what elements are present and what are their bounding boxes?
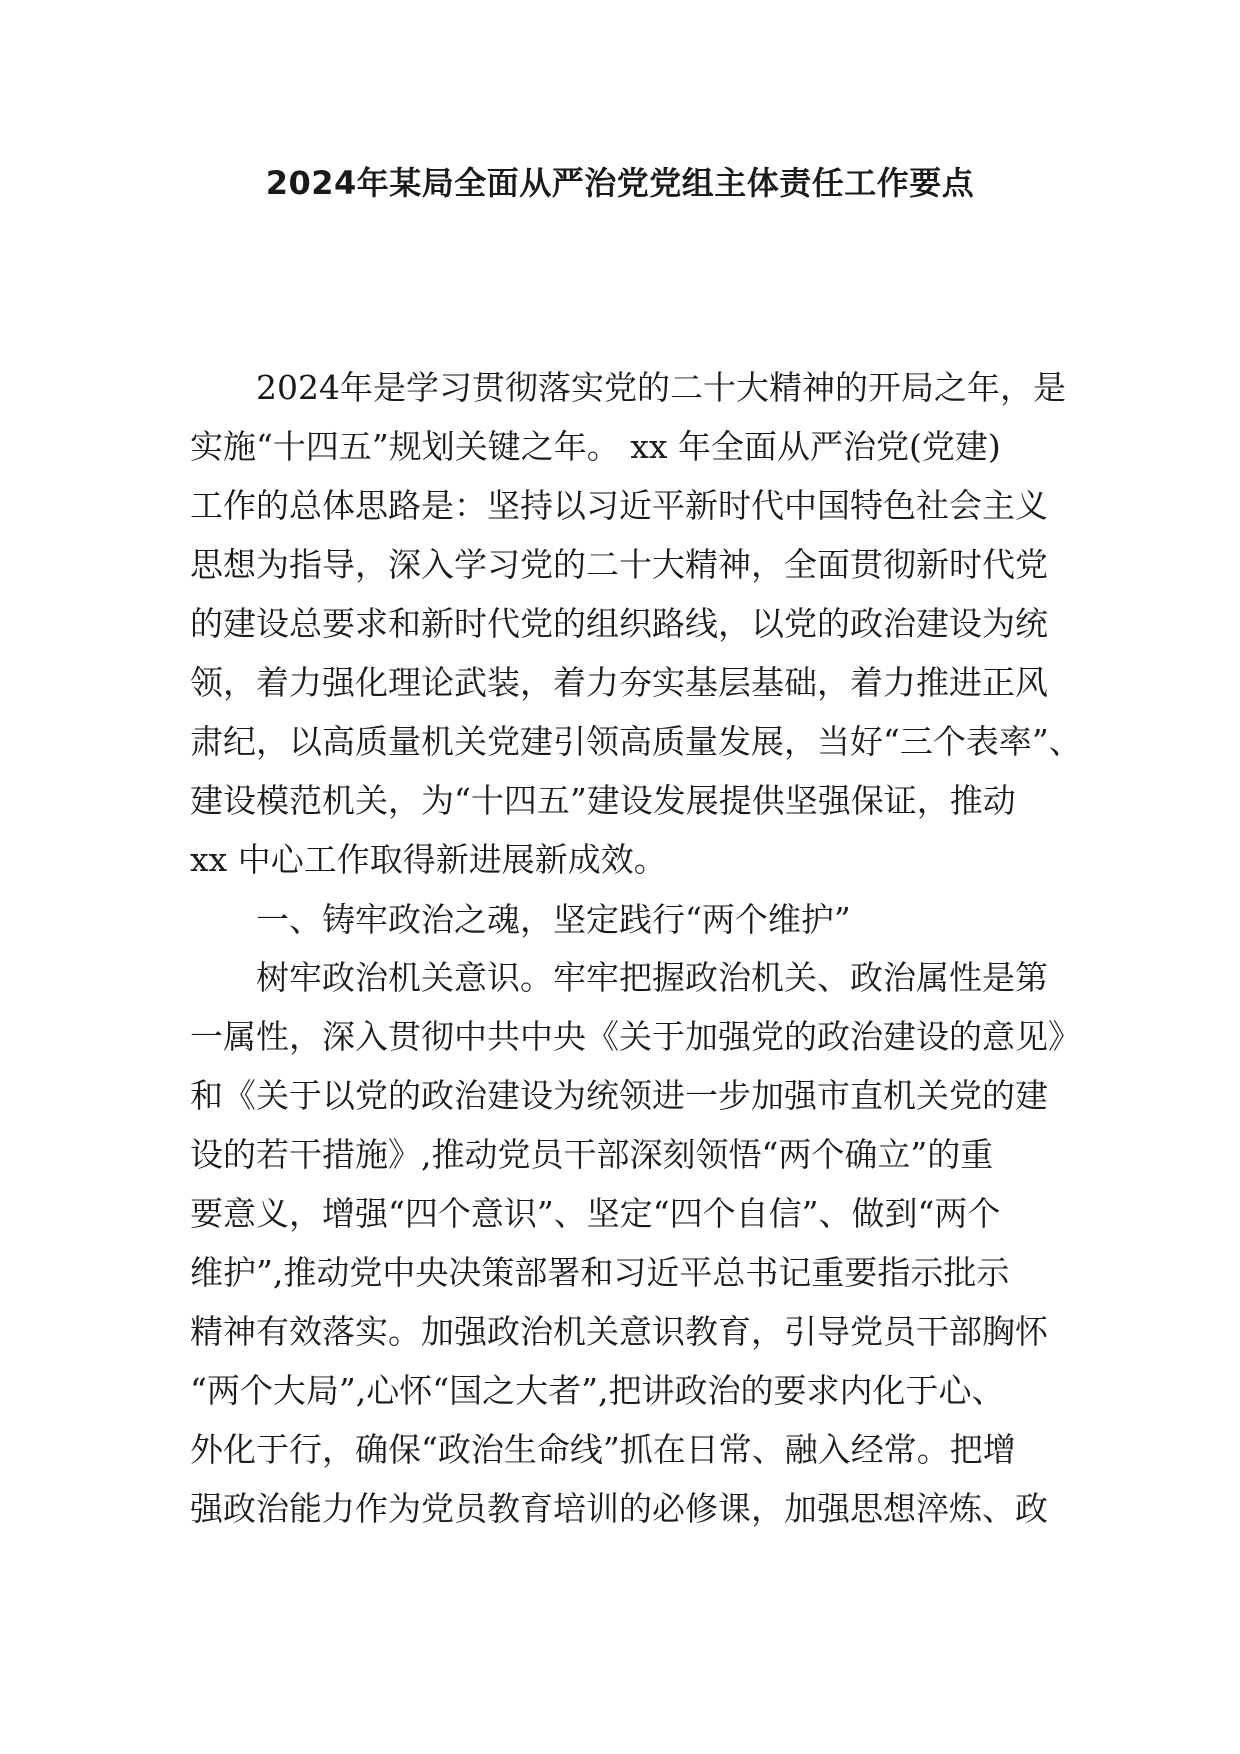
document-title: 2024年某局全面从严治党党组主体责任工作要点 [265, 164, 975, 202]
paragraph-line: 建设模范机关，为“十四五”建设发展提供坚强保证，推动 [190, 781, 1016, 820]
paragraph-line: 维护”,推动党中央决策部署和习近平总书记重要指示批示 [190, 1253, 1010, 1292]
paragraph-line: 实施“十四五”规划关键之年。 xx 年全面从严治党(党建) [190, 427, 1001, 466]
paragraph-line: “两个大局”,心怀“国之大者”,把讲政治的要求内化于心、 [190, 1371, 1005, 1410]
intro-paragraph [190, 358, 1082, 889]
paragraph-line: 树牢政治机关意识。牢牢把握政治机关、政治属性是第 [256, 958, 1048, 997]
paragraph-line: 和《关于以党的政治建设为统领进一步加强市直机关党的建 [190, 1076, 1048, 1115]
paragraph-line: 2024年是学习贯彻落实党的二十大精神的开局之年，是 [256, 368, 1066, 407]
paragraph-line: 外化于行，确保“政治生命线”抓在日常、融入经常。把增 [190, 1430, 1016, 1469]
paragraph-line: xx 中心工作取得新进展新成效。 [190, 840, 667, 879]
section-heading-text: 一、铸牢政治之魂，坚定践行“两个维护” [256, 900, 851, 939]
section-paragraph [190, 948, 1081, 1538]
paragraph-line: 要意义，增强“四个意识”、坚定“四个自信”、做到“两个 [190, 1194, 1001, 1233]
paragraph-line: 精神有效落实。加强政治机关意识教育，引导党员干部胸怀 [190, 1312, 1048, 1351]
section-heading [190, 890, 1050, 949]
paragraph-line: 思想为指导，深入学习党的二十大精神，全面贯彻新时代党 [190, 545, 1048, 584]
paragraph-line: 领，着力强化理论武装，着力夯实基层基础，着力推进正风 [190, 663, 1048, 702]
paragraph-line: 一属性，深入贯彻中共中央《关于加强党的政治建设的意见》 [190, 1017, 1081, 1056]
paragraph-line: 的建设总要求和新时代党的组织路线，以党的政治建设为统 [190, 604, 1048, 643]
paragraph-line: 肃纪，以高质量机关党建引领高质量发展，当好“三个表率”、 [190, 722, 1082, 761]
paragraph-line: 设的若干措施》,推动党员干部深刻领悟“两个确立”的重 [190, 1135, 994, 1174]
paragraph-line: 工作的总体思路是：坚持以习近平新时代中国特色社会主义 [190, 486, 1048, 525]
paragraph-line: 强政治能力作为党员教育培训的必修课，加强思想淬炼、政 [190, 1489, 1048, 1528]
